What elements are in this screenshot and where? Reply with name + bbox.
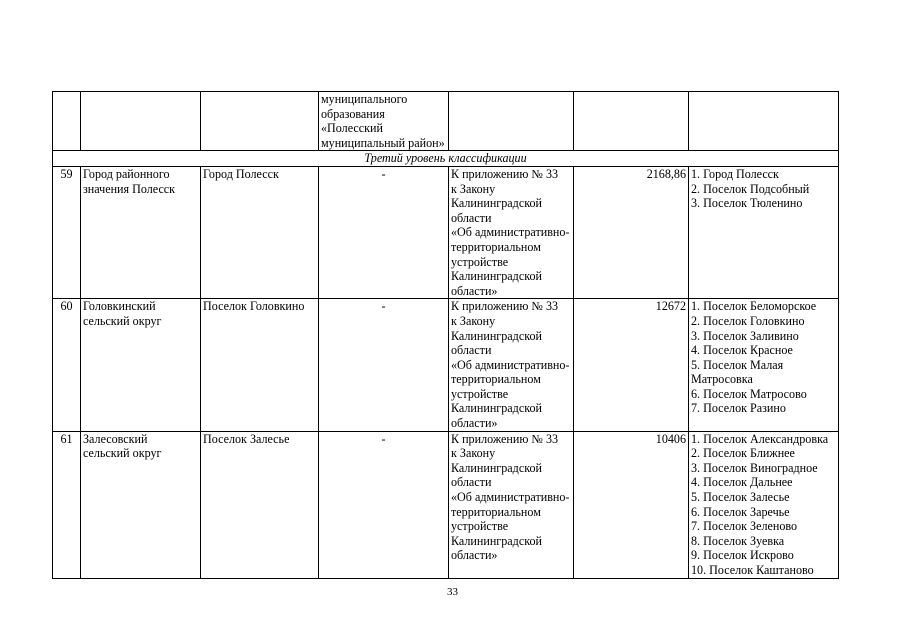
text-line: к Закону [451, 313, 496, 328]
settlements-list [689, 299, 839, 431]
text-line: 3. Поселок Заливино [691, 328, 799, 343]
cell-center [201, 92, 319, 151]
area-value: 10406 [574, 431, 689, 578]
text-line: 9. Поселок Искрово [691, 548, 794, 563]
text-line: области» [451, 283, 498, 298]
text-line: сельский округ [83, 446, 162, 461]
cell-basis-continuation [319, 92, 449, 151]
text-line: территориальном [451, 239, 541, 254]
municipality-name [81, 166, 201, 298]
cell-empty [449, 92, 574, 151]
text-line: области [451, 210, 492, 225]
text-line: устройстве [451, 519, 509, 534]
administrative-center: Поселок Головкино [201, 299, 319, 431]
text-line: образования [321, 106, 385, 121]
text-line: К приложению № 33 [451, 166, 559, 181]
text-line: К приложению № 33 [451, 299, 559, 314]
table-row [53, 431, 839, 578]
text-line: территориальном [451, 372, 541, 387]
cell-empty [574, 92, 689, 151]
text-line: 4. Поселок Красное [691, 343, 793, 358]
cell-num [53, 92, 81, 151]
text-line: 1. Город Полесск [691, 166, 779, 181]
text-line: Город районного [83, 166, 170, 181]
text-line: области» [451, 416, 498, 431]
text-line: муниципального [321, 92, 408, 106]
text-line: Калининградской [451, 401, 542, 416]
text-line: 3. Поселок Виноградное [691, 460, 818, 475]
text-line: 4. Поселок Дальнее [691, 475, 793, 490]
text-line: 5. Поселок Залесье [691, 490, 790, 505]
text-line: «Об административно- [451, 357, 570, 372]
text-line: к Закону [451, 446, 496, 461]
row-number: 60 [53, 299, 81, 431]
text-line: 2. Поселок Ближнее [691, 446, 795, 461]
text-line: области» [451, 548, 498, 563]
text-line: Калининградской [451, 269, 542, 284]
text-line: устройстве [451, 386, 509, 401]
text-line: К приложению № 33 [451, 431, 559, 446]
text-line: 3. Поселок Тюленино [691, 196, 803, 211]
text-line: «Полесский [321, 121, 383, 136]
area-value: 2168,86 [574, 166, 689, 298]
text-line: 5. Поселок Малая [691, 357, 784, 372]
text-line: 2. Поселок Подсобный [691, 181, 810, 196]
text-line: 8. Поселок Зуевка [691, 533, 785, 548]
row-number: 61 [53, 431, 81, 578]
row-number: 59 [53, 166, 81, 298]
text-line: 6. Поселок Матросово [691, 386, 807, 401]
text-line: территориальном [451, 504, 541, 519]
text-line: устройстве [451, 254, 509, 269]
text-line: «Об административно- [451, 490, 570, 505]
text-line: муниципальный район» [321, 135, 445, 150]
municipality-name [81, 299, 201, 431]
text-line: 10. Поселок Каштаново [691, 563, 814, 577]
text-line: сельский округ [83, 313, 162, 328]
cell-dash: - [319, 299, 449, 431]
cell-empty [689, 92, 839, 151]
section-heading: Третий уровень классификации [53, 151, 839, 167]
text-line: Калининградской [451, 196, 542, 211]
text-line: 7. Поселок Разино [691, 401, 786, 416]
text-line: значения Полесск [83, 181, 176, 196]
table-row-continuation [53, 92, 839, 151]
area-value: 12672 [574, 299, 689, 431]
text-line: области [451, 343, 492, 358]
cell-dash: - [319, 431, 449, 578]
text-line: Калининградской [451, 460, 542, 475]
settlements-list [689, 166, 839, 298]
text-line: Калининградской [451, 533, 542, 548]
classification-table [52, 91, 839, 579]
text-line: 1. Поселок Александровка [691, 431, 829, 446]
section-heading-row [53, 151, 839, 167]
administrative-center: Город Полесск [201, 166, 319, 298]
text-line: 6. Поселок Заречье [691, 504, 790, 519]
text-line: Матросовка [691, 372, 753, 387]
municipality-name [81, 431, 201, 578]
text-line: к Закону [451, 181, 496, 196]
legal-basis [449, 431, 574, 578]
page-number: 33 [447, 586, 458, 598]
table-row [53, 299, 839, 431]
administrative-center: Поселок Залесье [201, 431, 319, 578]
text-line: Калининградской [451, 328, 542, 343]
text-line: 7. Поселок Зеленово [691, 519, 798, 534]
text-line: Залесовский [83, 431, 148, 446]
cell-name [81, 92, 201, 151]
legal-basis [449, 299, 574, 431]
settlements-list [689, 431, 839, 578]
table-row [53, 166, 839, 298]
legal-basis [449, 166, 574, 298]
text-line: области [451, 475, 492, 490]
text-line: 2. Поселок Головкино [691, 313, 805, 328]
text-line: «Об административно- [451, 225, 570, 240]
cell-dash: - [319, 166, 449, 298]
text-line: Головкинский [83, 299, 156, 314]
text-line: 1. Поселок Беломорское [691, 299, 817, 314]
